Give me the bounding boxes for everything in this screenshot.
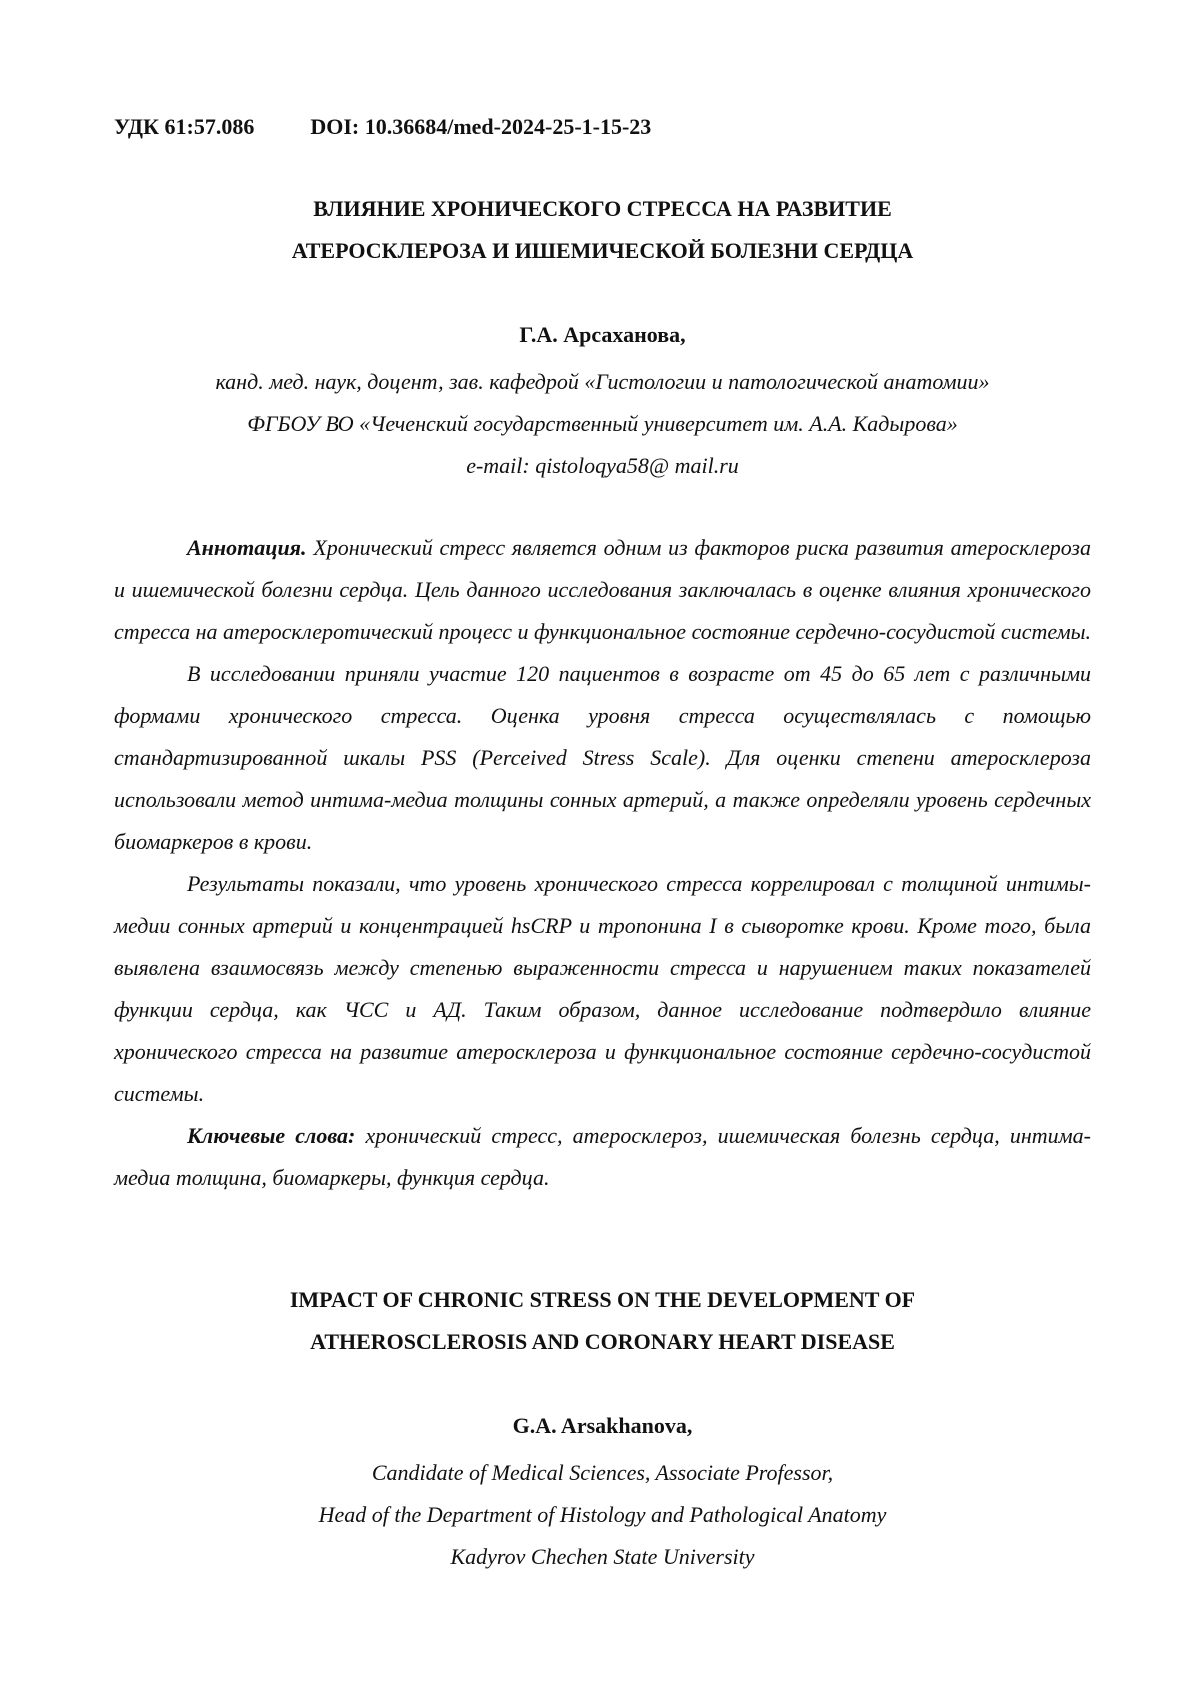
- en-affiliation-line: Candidate of Medical Sciences, Associate Professor,: [114, 1452, 1091, 1494]
- abstract-text: Хронический стресс является одним из факторов риска развития атеросклероза и ишемической болезни сердца. Цель данного исследования заключалась в оценке влияния хронического стресса на атеросклеротический процесс и функциональное состояние сердечно-сосудистой системы.: [114, 535, 1091, 644]
- ru-affiliation-line: ФГБОУ ВО «Чеченский государственный университет им. А.А. Кадырова»: [114, 403, 1091, 445]
- keywords-text: хронический стресс, атеросклероз, ишемическая болезнь сердца, интима-медиа толщина, биомаркеры, функция сердца.: [114, 1123, 1091, 1190]
- ru-affiliation-line: канд. мед. наук, доцент, зав. кафедрой «Гистологии и патологической анатомии»: [114, 361, 1091, 403]
- ru-abstract: [114, 527, 1091, 1199]
- en-author: G.A. Arsakhanova,: [114, 1413, 1091, 1439]
- abstract-paragraph: В исследовании приняли участие 120 пациентов в возрасте от 45 до 65 лет с различными формами хронического стресса. Оценка уровня стресса осуществлялась с помощью стандартизированной шкалы PSS (Perceived Stress Scale). Для оценки степени атеросклероза использовали метод интима-медиа толщины сонных артерий, а также определяли уровень сердечных биомаркеров в крови.: [114, 653, 1091, 863]
- en-affiliation-line: Kadyrov Chechen State University: [114, 1536, 1091, 1578]
- article-identifiers: [114, 114, 651, 140]
- doi: DOI: 10.36684/med-2024-25-1-15-23: [310, 114, 651, 139]
- udk-code: УДК 61:57.086: [114, 114, 254, 139]
- abstract-paragraph: [114, 527, 1091, 653]
- en-affiliation: [114, 1452, 1091, 1578]
- ru-email: e-mail: qistoloqya58@ mail.ru: [114, 445, 1091, 487]
- en-title: [114, 1279, 1091, 1363]
- keywords-label: Ключевые слова:: [187, 1123, 355, 1148]
- ru-affiliation: [114, 361, 1091, 487]
- en-title-line: ATHEROSCLEROSIS AND CORONARY HEART DISEASE: [114, 1321, 1091, 1363]
- ru-title-line: ВЛИЯНИЕ ХРОНИЧЕСКОГО СТРЕССА НА РАЗВИТИЕ: [114, 188, 1091, 230]
- ru-title: [114, 188, 1091, 272]
- abstract-paragraph: Результаты показали, что уровень хронического стресса коррелировал с толщиной интимы-медии сонных артерий и концентрацией hsCRP и тропонина I в сыворотке крови. Кроме того, была выявлена взаимосвязь между степенью выраженности стресса и нарушением таких показателей функции сердца, как ЧСС и АД. Таким образом, данное исследование подтвердило влияние хронического стресса на развитие атеросклероза и функциональное состояние сердечно-сосудистой системы.: [114, 863, 1091, 1115]
- en-affiliation-line: Head of the Department of Histology and Pathological Anatomy: [114, 1494, 1091, 1536]
- ru-title-line: АТЕРОСКЛЕРОЗА И ИШЕМИЧЕСКОЙ БОЛЕЗНИ СЕРДЦА: [114, 230, 1091, 272]
- abstract-label: Аннотация.: [187, 535, 307, 560]
- keywords-paragraph: [114, 1115, 1091, 1199]
- ru-author: Г.А. Арсаханова,: [114, 322, 1091, 348]
- page: [0, 0, 1200, 1697]
- en-title-line: IMPACT OF CHRONIC STRESS ON THE DEVELOPMENT OF: [114, 1279, 1091, 1321]
